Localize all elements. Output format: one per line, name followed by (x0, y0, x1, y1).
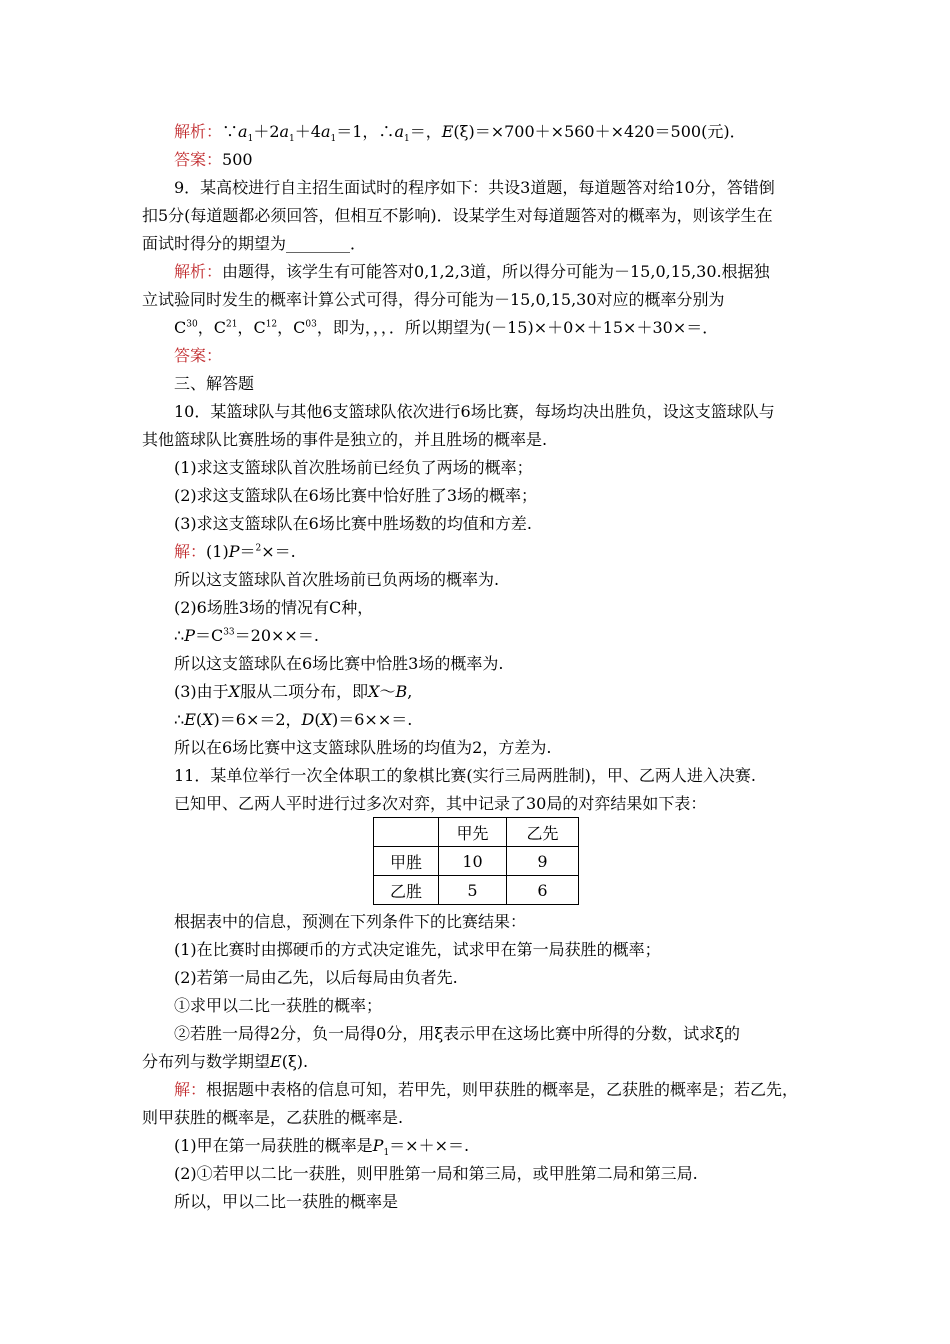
table-cell: 5 (439, 876, 507, 905)
answer-value: 500 (222, 150, 253, 169)
solution-10-line-7: ∴E(X)＝6×＝2，D(X)＝6××＝. (174, 710, 413, 729)
answer-label: 答案： (174, 150, 223, 169)
question-10-part-2: (2)求这支篮球队在6场比赛中恰好胜了3场的概率； (174, 486, 538, 505)
solution-11-line-2: 则甲获胜的概率是，乙获胜的概率是. (142, 1108, 404, 1127)
table-row (374, 847, 579, 876)
question-11-line-3: 根据表中的信息，预测在下列条件下的比赛结果： (174, 912, 527, 931)
table-cell (374, 818, 439, 847)
solution-9-line-2: 立试验同时发生的概率计算公式可得，得分可能为－15,0,15,30对应的概率分别为 (142, 290, 725, 309)
analysis-label: 解析： (174, 262, 223, 281)
table-cell: 6 (507, 876, 579, 905)
question-10-part-3: (3)求这支篮球队在6场比赛中胜场数的均值和方差. (174, 514, 532, 533)
question-9-line-2: 扣5分(每道题都必须回答，但相互不影响)．设某学生对每道题答对的概率为，则该学生在 (142, 206, 773, 225)
solution-10-line-2: 所以这支篮球队首次胜场前已负两场的概率为. (174, 570, 500, 589)
question-11-line-2: 已知甲、乙两人平时进行过多次对弈，其中记录了30局的对弈结果如下表： (174, 794, 707, 813)
solution-11-line-4: (2)①若甲以二比一获胜，则甲胜第一局和第三局，或甲胜第二局和第三局. (174, 1164, 698, 1183)
table-cell: 10 (439, 847, 507, 876)
question-10-part-1: (1)求这支篮球队首次胜场前已经负了两场的概率； (174, 458, 533, 477)
solution-8-line: 解析：$\because a_1+2a_1+4a_1=1$，$\therefore a_1=$，E(ξ)＝×700＋×560＋×420＝500(元)． (174, 122, 746, 145)
question-10-line-2: 其他篮球队比赛胜场的事件是独立的，并且胜场的概率是. (142, 430, 548, 449)
table-row-label: 甲胜 (374, 847, 439, 876)
solution-label: 解： (174, 542, 207, 561)
results-table (373, 817, 579, 905)
solution-9-line-1: 解析：由题得，该学生有可能答对0,1,2,3道，所以得分可能为－15,0,15,30.根据独 (174, 262, 770, 281)
table-row-label: 乙胜 (374, 876, 439, 905)
analysis-label: 解析： (174, 122, 223, 141)
question-11-line-6: ①求甲以二比一获胜的概率； (174, 996, 383, 1015)
solution-label: 解： (174, 1080, 207, 1099)
table-header-row (374, 818, 579, 847)
answer-8-line (174, 150, 253, 170)
solution-11-line-3: (1)甲在第一局获胜的概率是$P_1=\times+\times=$. (174, 1136, 470, 1159)
table-cell: 9 (507, 847, 579, 876)
solution-10-line-1: 解：(1)P＝$^2$×＝. (174, 542, 296, 561)
solution-10-line-3: (2)6场胜3场的情况有C种， (174, 598, 374, 617)
section-heading: 三、解答题 (174, 374, 255, 393)
solution-9-line-3: $C^{30}$，$C^{21}$，$C^{12}$，$C^{03}$，即为，，，．所以期望为(－15)×＋0×＋15×＋30×＝． (174, 318, 719, 337)
question-11-line-4: (1)在比赛时由掷硬币的方式决定谁先，试求甲在第一局获胜的概率； (174, 940, 661, 959)
question-11-line-5: (2)若第一局由乙先，以后每局由负者先. (174, 968, 458, 987)
question-9-line-1: 9．某高校进行自主招生面试时的程序如下：共设3道题，每道题答对给10分，答错倒 (174, 178, 775, 197)
solution-10-line-8: 所以在6场比赛中这支篮球队胜场的均值为2，方差为. (174, 738, 552, 757)
question-10-line-1: 10．某篮球队与其他6支篮球队依次进行6场比赛，每场均决出胜负，设这支篮球队与 (174, 402, 775, 421)
solution-11-line-1: 解：根据题中表格的信息可知，若甲先，则甲获胜的概率是，乙获胜的概率是；若乙先， (174, 1080, 799, 1099)
question-11-line-7: ②若胜一局得2分，负一局得0分，用ξ表示甲在这场比赛中所得的分数，试求ξ的 (174, 1024, 740, 1043)
table-header-cell: 乙先 (507, 818, 579, 847)
question-9-line-3: 面试时得分的期望为________． (142, 234, 367, 253)
solution-10-line-6: (3)由于X服从二项分布，即X～B, (174, 682, 413, 701)
solution-11-line-5: 所以，甲以二比一获胜的概率是 (174, 1192, 399, 1211)
answer-9-label: 答案： (174, 346, 223, 365)
solution-10-line-4: $\therefore P=C^{33}=20\times\times=$. (174, 626, 319, 645)
table-header-cell: 甲先 (439, 818, 507, 847)
solution-10-line-5: 所以这支篮球队在6场比赛中恰胜3场的概率为. (174, 654, 504, 673)
question-11-line-1: 11．某单位举行一次全体职工的象棋比赛(实行三局两胜制)，甲、乙两人进入决赛. (174, 766, 756, 785)
question-11-line-8: 分布列与数学期望E(ξ). (142, 1052, 309, 1071)
table-row (374, 876, 579, 905)
